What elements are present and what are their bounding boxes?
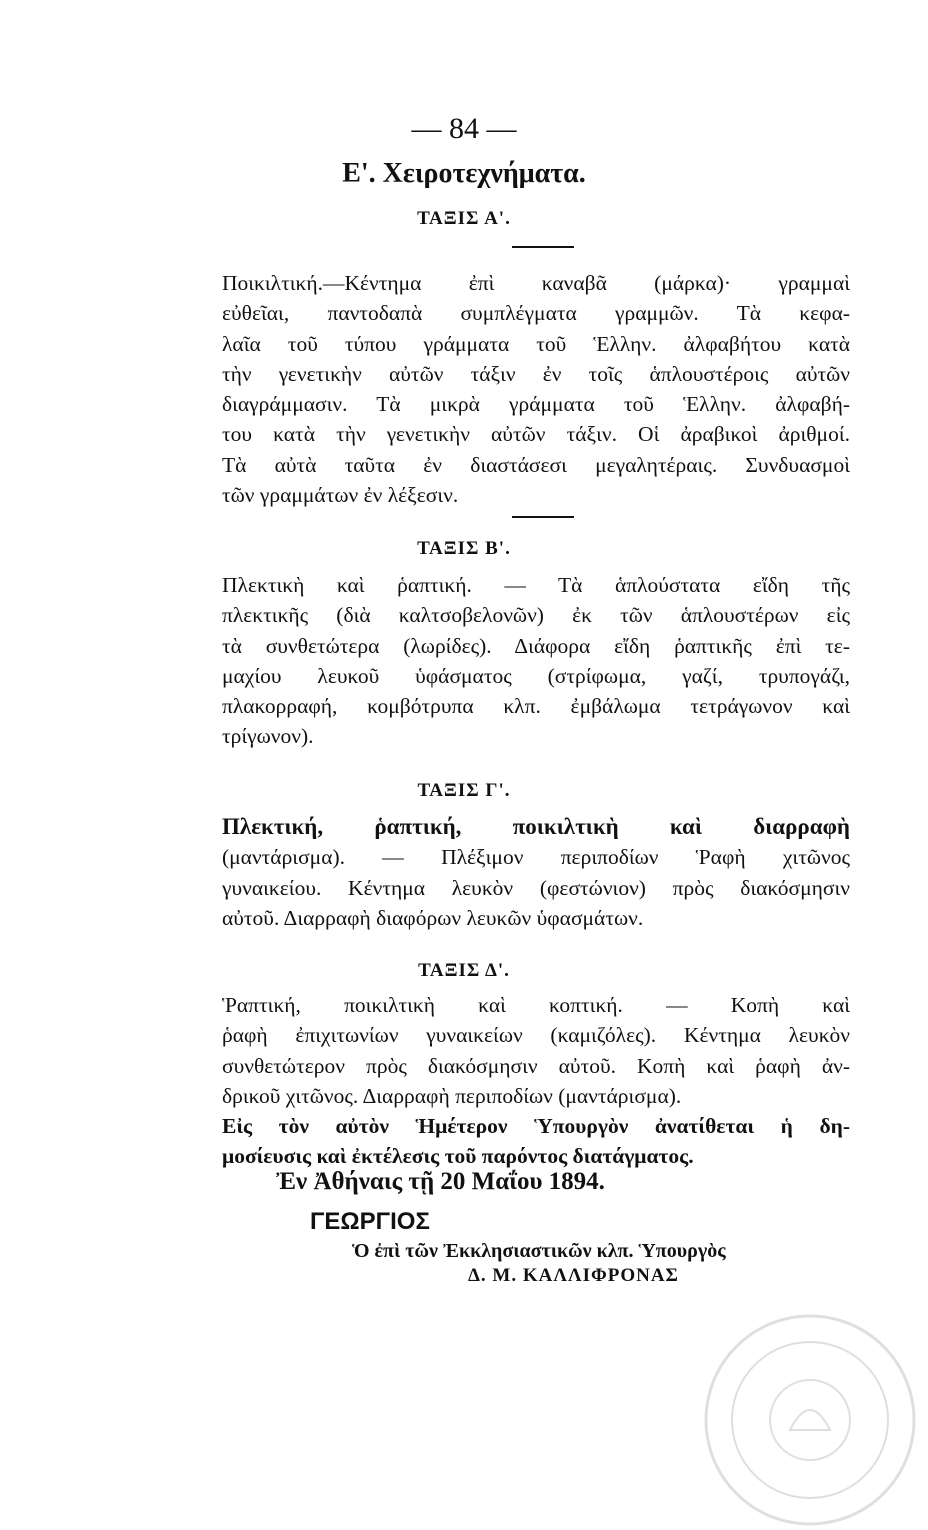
text-line: εὐθεῖαι, παντοδαπὰ συμπλέγματα γραμμῶν. Τὰ κεφα- xyxy=(222,301,850,326)
text-line: Ῥαπτική, ποικιλτικὴ καὶ κοπτική. — Κοπὴ καὶ xyxy=(222,993,850,1017)
date-line: Ἐν Ἀθήναις τῇ 20 Μαΐου 1894. xyxy=(276,1168,605,1195)
signature-minister: Δ. Μ. ΚΑΛΛΙΦΡΟΝΑΣ xyxy=(468,1265,679,1286)
text-line: αὐτοῦ. Διαρραφὴ διαφόρων λευκῶν ὑφασμάτων. xyxy=(222,905,644,930)
text-line: τὰ συνθετώτερα (λωρίδες). Διάφορα εἴδη ῥαπτικῆς ἐπὶ τε- xyxy=(222,633,850,658)
section-body-c xyxy=(222,812,850,933)
section-heading-b: ΤΑΞΙΣ Β'. xyxy=(417,538,511,559)
section-heading-d: ΤΑΞΙΣ Δ'. xyxy=(418,960,510,981)
section-body-d xyxy=(222,990,850,1172)
text-line: τῶν γραμμάτων ἐν λέξεσιν. xyxy=(222,483,459,508)
text-line: τρίγωνον). xyxy=(222,724,314,749)
section-body-a xyxy=(222,268,850,510)
page-number: — 84 — xyxy=(411,112,517,145)
signature-office: Ὁ ἐπὶ τῶν Ἐκκλησιαστικῶν κλπ. Ὑπουργὸς xyxy=(352,1240,726,1262)
text-line: (μαντάρισμα). — Πλέξιμον περιποδίων Ῥαφὴ χιτῶνος xyxy=(222,845,850,870)
text-line: γυναικείου. Κέντημα λευκὸν (φεστώνιον) πρὸς διακόσμησιν xyxy=(222,875,850,900)
signature-name: ΓΕΩΡΓΙΟΣ xyxy=(310,1208,430,1235)
section-heading-c: ΤΑΞΙΣ Γ'. xyxy=(417,780,511,801)
text-line: πλακορραφή, κομβότρυπα κλπ. ἐμβάλωμα τετράγωνον καὶ xyxy=(222,694,850,719)
text-line: Πλεκτική, ῥαπτική, ποικιλτικὴ καὶ διαρραφὴ xyxy=(222,814,850,839)
divider xyxy=(512,246,574,248)
text-line: Εἰς τὸν αὐτὸν Ἡμέτερον Ὑπουργὸν ἀνατίθεται ἡ δη- xyxy=(222,1114,850,1139)
text-line: του κατὰ τὴν γενετικὴν αὐτῶν τάξιν. Οἱ ἀραβικοὶ ἀριθμοί. xyxy=(222,422,850,447)
chapter-title: Ε'. Χειροτεχνήματα. xyxy=(342,158,586,189)
text-line: Ποικιλτική.—Κέντημα ἐπὶ καναβᾶ (μάρκα)· γραμμαὶ xyxy=(222,271,850,295)
section-heading-a: ΤΑΞΙΣ Α'. xyxy=(417,208,511,229)
text-line: Τὰ αὐτὰ ταῦτα ἐν διαστάσεσι μεγαλητέραις. Συνδυασμοὶ xyxy=(222,452,850,477)
text-line: μοσίευσις καὶ ἐκτέλεσις τοῦ παρόντος διατάγματος. xyxy=(222,1144,694,1169)
text-line: διαγράμμασιν. Τὰ μικρὰ γράμματα τοῦ Ἑλλην. ἀλφαβή- xyxy=(222,392,850,417)
divider xyxy=(512,516,574,518)
text-line: ῥαφὴ ἐπιχιτωνίων γυναικείων (καμιζόλες). Κέντημα λευκὸν xyxy=(222,1023,850,1048)
text-line: λαῖα τοῦ τύπου γράμματα τοῦ Ἑλλην. ἀλφαβήτου κατὰ xyxy=(222,331,850,356)
text-line: δρικοῦ χιτῶνος. Διαρραφὴ περιποδίων (μαντάρισμα). xyxy=(222,1083,682,1108)
section-body-b xyxy=(222,570,850,752)
text-line: Πλεκτικὴ καὶ ῥαπτική. — Τὰ ἁπλούστατα εἴδη τῆς xyxy=(222,573,850,597)
text-line: τὴν γενετικὴν αὐτῶν τάξιν ἐν τοῖς ἁπλουστέροις αὐτῶν xyxy=(222,361,850,386)
text-line: μαχίου λευκοῦ ὑφάσματος (στρίφωμα, γαζί, τρυπογάζι, xyxy=(222,663,850,688)
text-line: συνθετώτερον πρὸς διακόσμησιν αὐτοῦ. Κοπὴ καὶ ῥαφὴ ἀν- xyxy=(222,1053,850,1078)
text-line: πλεκτικῆς (διὰ καλτσοβελονῶν) ἐκ τῶν ἁπλουστέρων εἰς xyxy=(222,603,850,628)
university-seal-icon xyxy=(700,1310,920,1530)
